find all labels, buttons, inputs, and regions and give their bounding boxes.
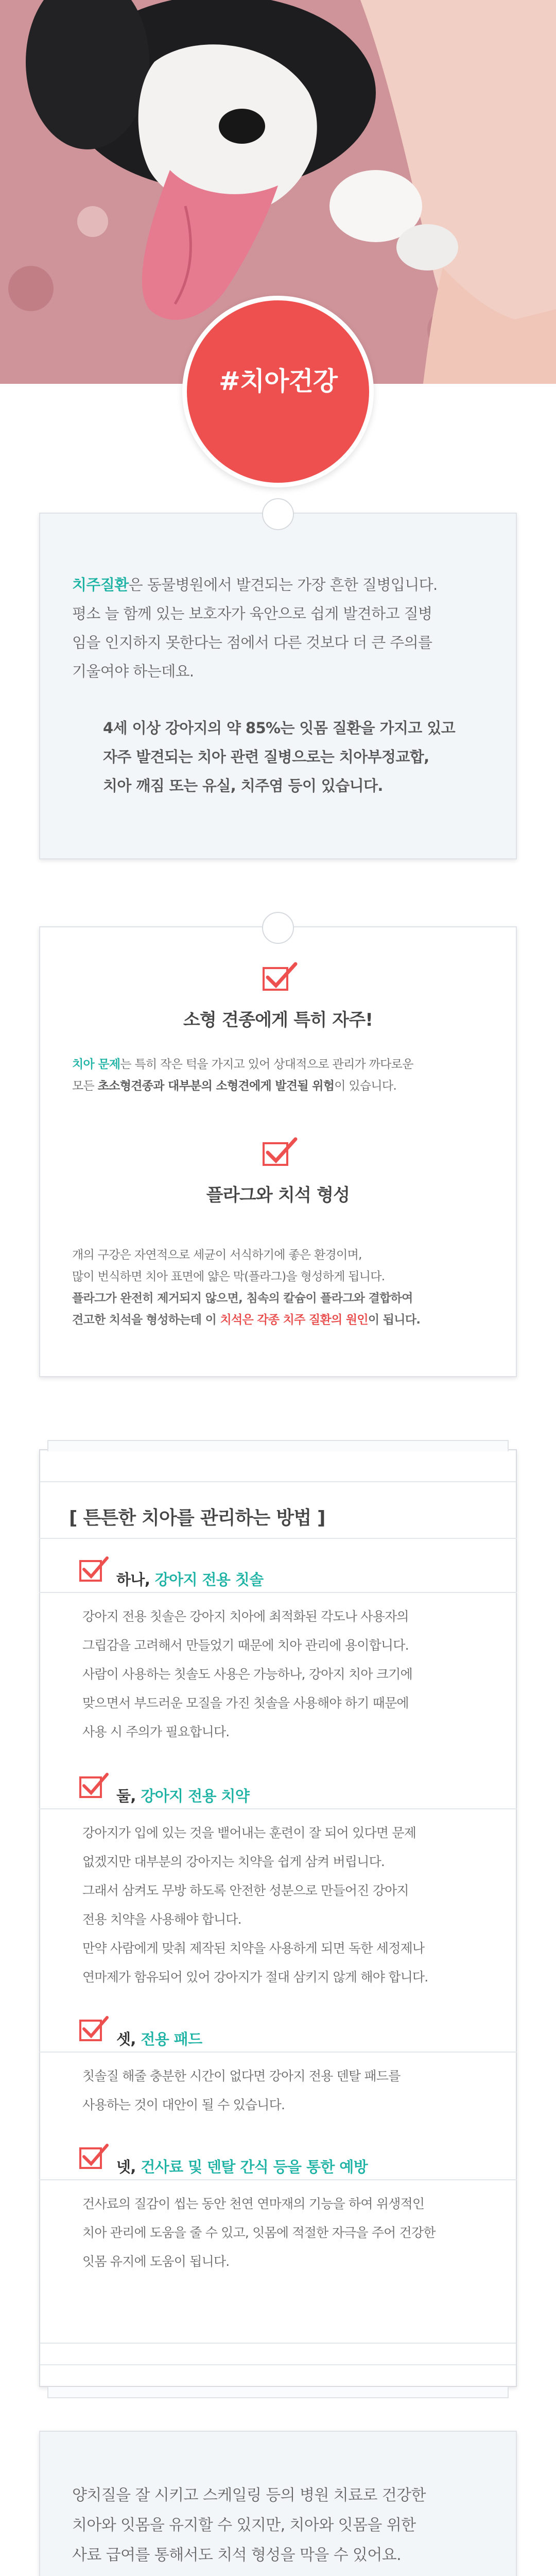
summary-line: 사료 급여를 통해서도 치석 형성을 막을 수 있어요. (72, 2546, 402, 2564)
summary-line: 양치질을 잘 시키고 스케일링 등의 병원 치료로 건강한 (72, 2486, 426, 2504)
intro-card (39, 513, 517, 859)
care-item-body: 건사료의 질감이 씹는 동안 천연 연마재의 기능을 하여 위생적인 치아 관리에 도움을 줄 수 있고, 잇몸에 적절한 자극을 주어 건강한 잇몸 유지에 도움이 됩니다. (82, 2196, 436, 2269)
risk-line: 치아 문제는 특히 작은 턱을 가지고 있어 상대적으로 관리가 까다로운 (72, 1058, 413, 1071)
check-icon (76, 2142, 109, 2171)
check-icon (258, 961, 298, 994)
intro-line: 평소 늘 함께 있는 보호자가 육안으로 쉽게 발견하고 질병 (72, 605, 432, 622)
care-item-heading: 둘, 강아지 전용 치약 (116, 1787, 250, 1805)
page-title: #치아건강 (218, 366, 338, 396)
plaque-line: 플라그가 완전히 제거되지 않으면, 침속의 칼슘이 플라그와 결합하여 (72, 1292, 413, 1305)
divider (39, 1538, 517, 1539)
intro-line: 치주질환은 동물병원에서 발견되는 가장 흔한 질병입니다. (72, 576, 438, 594)
intro-stat-line: 4세 이상 강아지의 약 85%는 잇몸 질환을 가지고 있고 (103, 719, 456, 737)
card-ring-icon (262, 498, 294, 530)
risk-heading-small-breeds: 소형 견종에게 특히 자주! (183, 1010, 373, 1030)
intro-stat-line: 자주 발견되는 치아 관련 질병으로는 치아부정교합, (103, 748, 429, 766)
card-background (40, 514, 516, 858)
card-ring-icon (262, 912, 294, 944)
check-icon (76, 1555, 109, 1584)
plaque-line: 많이 번식하면 치아 표면에 얇은 막(플라그)을 형성하게 됩니다. (72, 1270, 385, 1283)
care-item-body: 칫솔질 해줄 충분한 시간이 없다면 강아지 전용 덴탈 패드를 사용하는 것이 대안이 될 수 있습니다. (82, 2069, 401, 2112)
notebook-tab-bottom (47, 2387, 509, 2398)
check-icon (258, 1136, 298, 1169)
check-icon (76, 2014, 109, 2043)
risk-line: 모든 초소형견종과 대부분의 소형견에게 발견될 위험이 있습니다. (72, 1079, 397, 1093)
notebook-tab-top (47, 1440, 509, 1451)
care-item-body: 강아지 전용 칫솔은 강아지 치아에 최적화된 각도나 사용자의 그립감을 고려해서 만들었기 때문에 치아 관리에 용이합니다. 사람이 사용하는 칫솔도 사용은 가능하나, 강아지 치아 크기에 맞으면서 부드러운 모질을 가진 칫솔을 사용해야 하기 때문에 사용 시 주의가 필요합니다. (82, 1609, 412, 1739)
keyword-periodontal: 치주질환 (72, 576, 129, 594)
check-icon (76, 1771, 109, 1800)
care-title: [ 튼튼한 치아를 관리하는 방법 ] (69, 1507, 325, 1529)
risk-heading-plaque: 플라그와 치석 형성 (206, 1185, 350, 1206)
summary-line: 치아와 잇몸을 유지할 수 있지만, 치아와 잇몸을 위한 (72, 2516, 416, 2534)
care-item-heading: 하나, 강아지 전용 칫솔 (116, 1571, 264, 1588)
care-item-heading: 넷, 건사료 및 덴탈 간식 등을 통한 예방 (116, 2158, 368, 2176)
plaque-line: 견고한 치석을 형성하는데 이 치석은 각종 치주 질환의 원인이 됩니다. (72, 1313, 421, 1327)
care-item-heading: 셋, 전용 패드 (116, 2030, 202, 2048)
care-item-body: 강아지가 입에 있는 것을 뱉어내는 훈련이 잘 되어 있다면 문제 없겠지만 대부분의 강아지는 치약을 쉽게 삼켜 버립니다. 그래서 삼켜도 무방 하도록 안전한 성분으로 만들어진 강아지 전용 치약을 사용해야 합니다. 만약 사람에게 맞춰 제작된 치약을 사용하게 되면 독한 세정제나 연마제가 함유되어 있어 강아지가 절대 삼키지 않게 해야 합니다. (82, 1825, 428, 1985)
intro-stat-line: 치아 깨짐 또는 유실, 치주염 등이 있습니다. (103, 777, 383, 794)
plaque-line: 개의 구강은 자연적으로 세균이 서식하기에 좋은 환경이며, (72, 1248, 362, 1262)
intro-line: 임을 인지하지 못한다는 점에서 다른 것보다 더 큰 주의를 (72, 634, 432, 651)
intro-line: 기울여야 하는데요. (72, 663, 194, 680)
